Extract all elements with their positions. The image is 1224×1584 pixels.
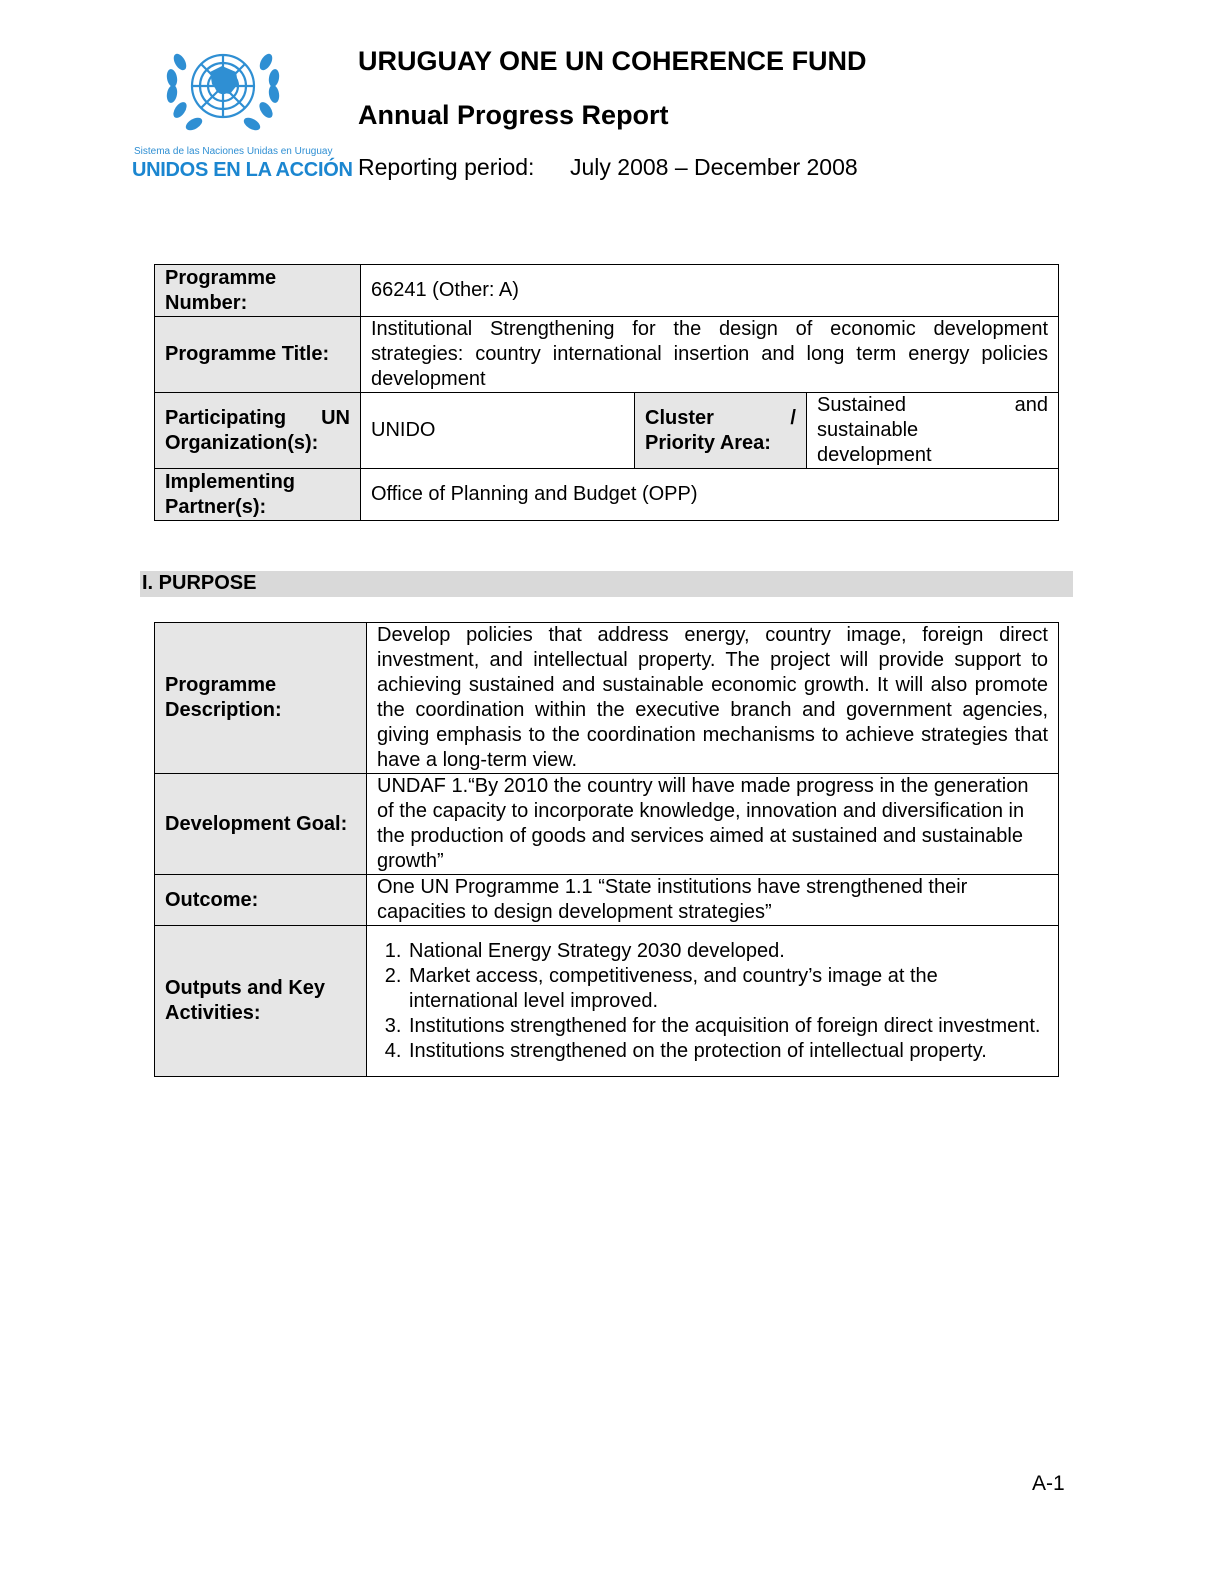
un-emblem-icon: [158, 36, 288, 140]
participating-value: UNIDO: [361, 393, 635, 469]
logo-name: UNIDOS EN LA ACCIÓN: [132, 159, 353, 181]
table-row: [155, 623, 1059, 774]
table-row: [155, 774, 1059, 875]
section-heading-text: I. PURPOSE: [142, 572, 257, 594]
document-subtitle: Annual Progress Report: [358, 100, 669, 130]
programme-number-label: Programme Number:: [155, 265, 361, 317]
outcome-value: One UN Programme 1.1 “State institutions have strengthened their capacities to design development strategies”: [367, 875, 1059, 926]
list-item: 2. Market access, competitiveness, and country’s image at the international level improved.: [407, 964, 1048, 1014]
programme-info-table: [154, 264, 1059, 521]
outputs-value: [367, 926, 1059, 1077]
programme-title-value: Institutional Strengthening for the design of economic development strategies: country international insertion and long term energy policies development: [361, 317, 1059, 393]
page-number: A-1: [1032, 1472, 1065, 1495]
list-item: 1. National Energy Strategy 2030 developed.: [407, 939, 1048, 964]
outputs-label: Outputs and Key Activities:: [155, 926, 367, 1077]
description-label: Programme Description:: [155, 623, 367, 774]
participating-label-line1: Participating UN: [165, 406, 350, 429]
cluster-label-line1: Cluster /: [645, 406, 796, 429]
reporting-period-label: Reporting period:: [358, 154, 535, 180]
description-value: Develop policies that address energy, country image, foreign direct investment, and intellectual property. The project will provide support to achieving sustained and sustainable economic growth. It will also promote the coordination within the executive branch and government agencies, giving emphasis to the coordination mechanisms to achieve strategies that have a long-term view.: [367, 623, 1059, 774]
section-heading-purpose: [140, 571, 1073, 597]
purpose-table: [154, 622, 1059, 1077]
cluster-value-line2: sustainable: [817, 419, 919, 441]
implementing-value: Office of Planning and Budget (OPP): [361, 469, 1059, 521]
cluster-value: [807, 393, 1059, 469]
reporting-period-value: July 2008 – December 2008: [570, 154, 858, 180]
implementing-label: Implementing Partner(s):: [155, 469, 361, 521]
cluster-label: [635, 393, 807, 469]
participating-label-line2: Organization(s):: [165, 431, 319, 454]
table-row: [155, 926, 1059, 1077]
table-row: [155, 875, 1059, 926]
logo-subtitle: Sistema de las Naciones Unidas en Uruguay: [134, 146, 333, 157]
participating-label: [155, 393, 361, 469]
programme-title-label: Programme Title:: [155, 317, 361, 393]
programme-number-value: 66241 (Other: A): [361, 265, 1059, 317]
cluster-value-line1: Sustained and: [817, 394, 1049, 416]
table-row: [155, 469, 1059, 521]
cluster-value-line3: development: [817, 444, 932, 466]
table-row: [155, 393, 1059, 469]
outputs-list: [377, 939, 1048, 1064]
list-item: 4. Institutions strengthened on the protection of intellectual property.: [407, 1039, 1048, 1064]
list-item: 3. Institutions strengthened for the acquisition of foreign direct investment.: [407, 1014, 1048, 1039]
document-title: URUGUAY ONE UN COHERENCE FUND: [358, 46, 867, 76]
table-row: [155, 265, 1059, 317]
cluster-label-line2: Priority Area:: [645, 431, 771, 454]
goal-value: UNDAF 1.“By 2010 the country will have made progress in the generation of the capacity to incorporate knowledge, innovation and diversification in the production of goods and services aimed at sustained and sustainable growth”: [367, 774, 1059, 875]
table-row: [155, 317, 1059, 393]
goal-label: Development Goal:: [155, 774, 367, 875]
un-logo: [130, 36, 353, 186]
outcome-label: Outcome:: [155, 875, 367, 926]
reporting-period: [358, 154, 858, 181]
